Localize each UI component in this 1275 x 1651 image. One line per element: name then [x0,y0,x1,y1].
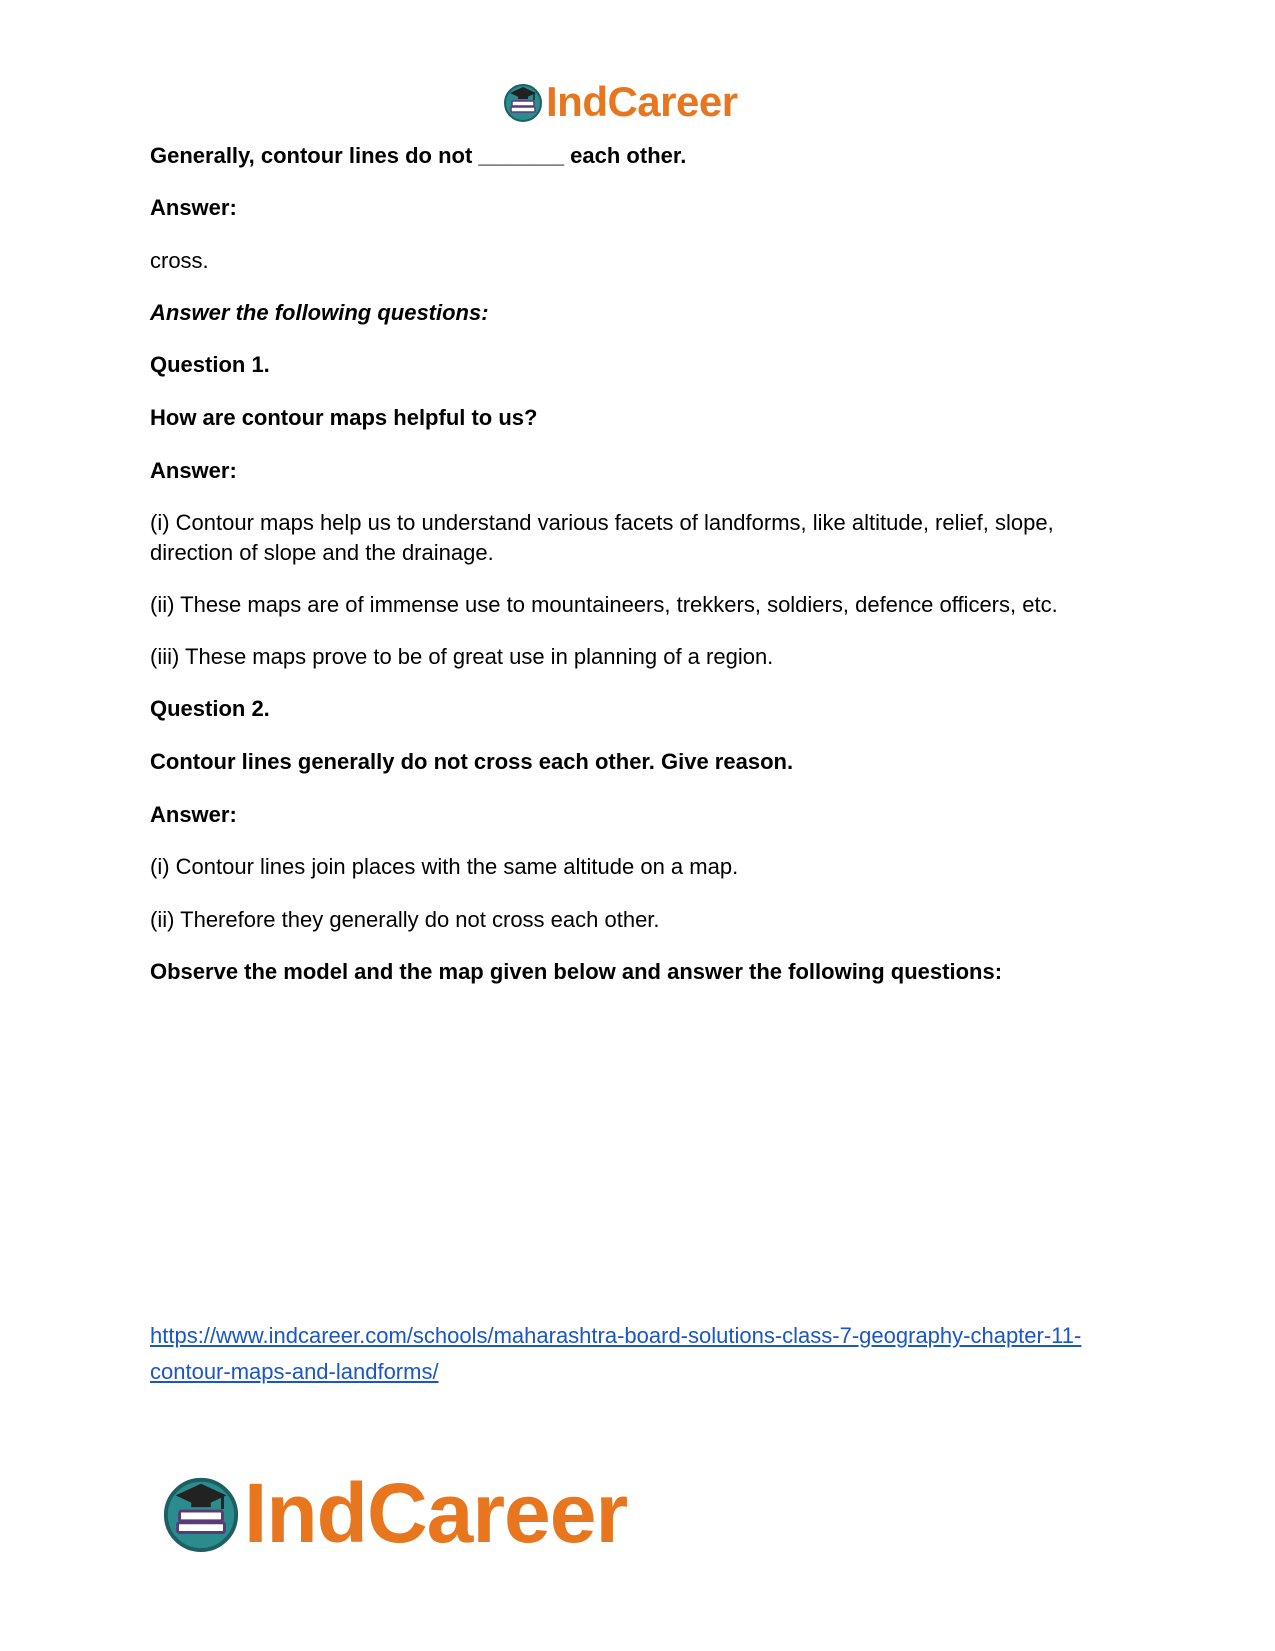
observe-heading: Observe the model and the map given below and answer the following questions: [150,959,1003,984]
question-2-point-2: (ii) Therefore they generally do not cross each other. [150,907,660,932]
question-2-point-1: (i) Contour lines join places with the same altitude on a map. [150,854,739,879]
question-1-answer-label: Answer: [150,458,237,483]
indcareer-globe-books-icon [160,1472,242,1554]
source-url-link[interactable]: https://www.indcareer.com/schools/maharashtra-board-solutions-class-7-geography-chapter-11-contour-maps-and-landforms/ [150,1323,1082,1384]
answer-label: Answer: [150,195,237,220]
question-2-text: Contour lines generally do not cross each other. Give reason. [150,749,794,774]
question-1-text: How are contour maps helpful to us? [150,405,538,430]
question-2-answer-label: Answer: [150,802,237,827]
fill-blank-question: Generally, contour lines do not _______ each other. [150,143,687,168]
footer-logo [160,1468,627,1558]
header-logo [502,78,738,126]
question-1-point-3: (iii) These maps prove to be of great use in planning of a region. [150,644,774,669]
section-heading: Answer the following questions: [150,300,489,325]
answer-text: cross. [150,248,209,273]
indcareer-globe-books-icon [502,81,544,123]
question-2-number: Question 2. [150,696,270,721]
question-1-point-2: (ii) These maps are of immense use to mountaineers, trekkers, soldiers, defence officers, etc. [150,592,1058,617]
footer-logo-brand-text: IndCareer [244,1466,628,1560]
logo-brand-text: IndCareer [546,78,738,125]
question-1-point-1: (i) Contour maps help us to understand various facets of landforms, like altitude, relief, slope, direction of slope and the drainage. [150,510,1054,565]
question-1-number: Question 1. [150,352,270,377]
